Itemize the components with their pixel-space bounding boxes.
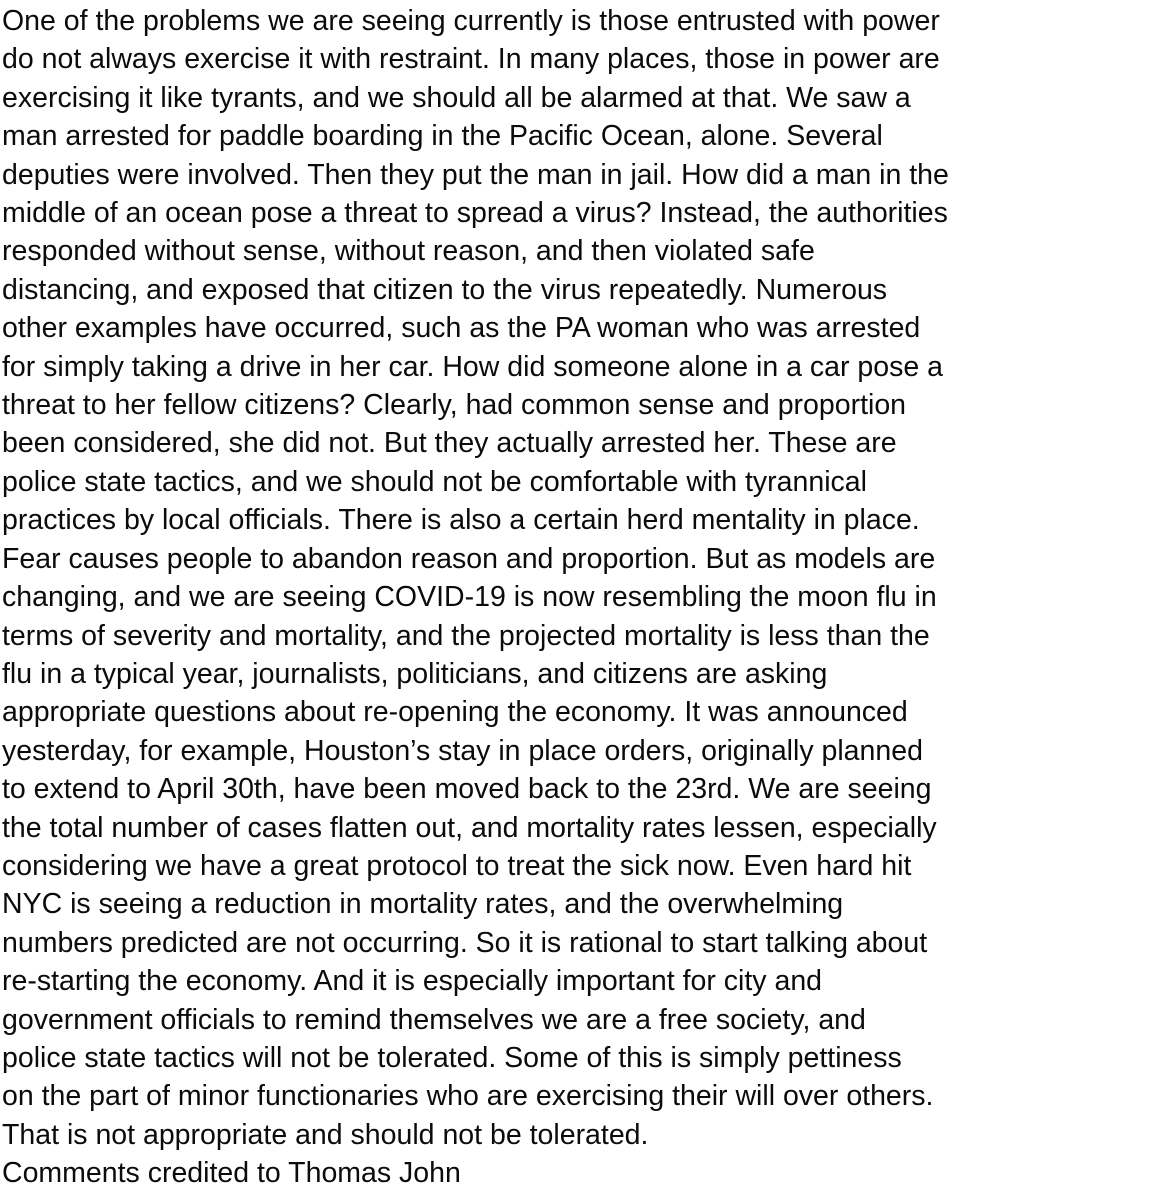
text-line: deputies were involved. Then they put the man in jail. How did a man in the (2, 158, 949, 191)
text-line: Fear causes people to abandon reason and proportion. But as models are (2, 542, 936, 575)
text-line: practices by local officials. There is also a certain herd mentality in place. (2, 504, 920, 537)
text-line: One of the problems we are seeing currently is those entrusted with power (2, 5, 940, 37)
text-line: other examples have occurred, such as the PA woman who was arrested (2, 312, 921, 345)
text-line: middle of an ocean pose a threat to spread a virus? Instead, the authorities (2, 197, 948, 230)
text-line: to extend to April 30th, have been moved back to the 23rd. We are seeing (2, 773, 932, 806)
text-line: distancing, and exposed that citizen to the virus repeatedly. Numerous (2, 273, 888, 306)
text-line: NYC is seeing a reduction in mortality rates, and the overwhelming (2, 888, 844, 921)
text-line: police state tactics, and we should not be comfortable with tyrannical (2, 465, 867, 498)
text-line: been considered, she did not. But they actually arrested her. These are (2, 427, 897, 460)
text-line: exercising it like tyrants, and we should all be alarmed at that. We saw a (2, 81, 911, 114)
credit-line: Comments credited to Thomas John (2, 1157, 461, 1190)
text-line: government officials to remind themselves we are a free society, and (2, 1003, 866, 1036)
post-body-text (2, 2, 1158, 1193)
text-line: appropriate questions about re-opening the economy. It was announced (2, 696, 908, 729)
text-line: responded without sense, without reason, and then violated safe (2, 235, 815, 268)
text-line: changing, and we are seeing COVID-19 is now resembling the moon flu in (2, 581, 937, 614)
text-line: man arrested for paddle boarding in the Pacific Ocean, alone. Several (2, 120, 883, 153)
text-line: for simply taking a drive in her car. How did someone alone in a car pose a (2, 350, 943, 383)
text-line: terms of severity and mortality, and the projected mortality is less than the (2, 619, 930, 652)
text-line: do not always exercise it with restraint. In many places, those in power are (2, 43, 940, 76)
text-line: yesterday, for example, Houston’s stay in place orders, originally planned (2, 734, 923, 767)
text-line: police state tactics will not be tolerated. Some of this is simply pettiness (2, 1041, 902, 1074)
text-line: considering we have a great protocol to treat the sick now. Even hard hit (2, 849, 912, 882)
text-line: re-starting the economy. And it is especially important for city and (2, 965, 823, 998)
text-line: flu in a typical year, journalists, politicians, and citizens are asking (2, 657, 828, 690)
text-line: on the part of minor functionaries who are exercising their will over others. (2, 1080, 934, 1113)
text-line: threat to her fellow citizens? Clearly, had common sense and proportion (2, 389, 907, 422)
text-line: numbers predicted are not occurring. So it is rational to start talking about (2, 926, 928, 959)
text-line: That is not appropriate and should not be tolerated. (2, 1118, 649, 1151)
text-line: the total number of cases flatten out, and mortality rates lessen, especially (2, 811, 937, 844)
